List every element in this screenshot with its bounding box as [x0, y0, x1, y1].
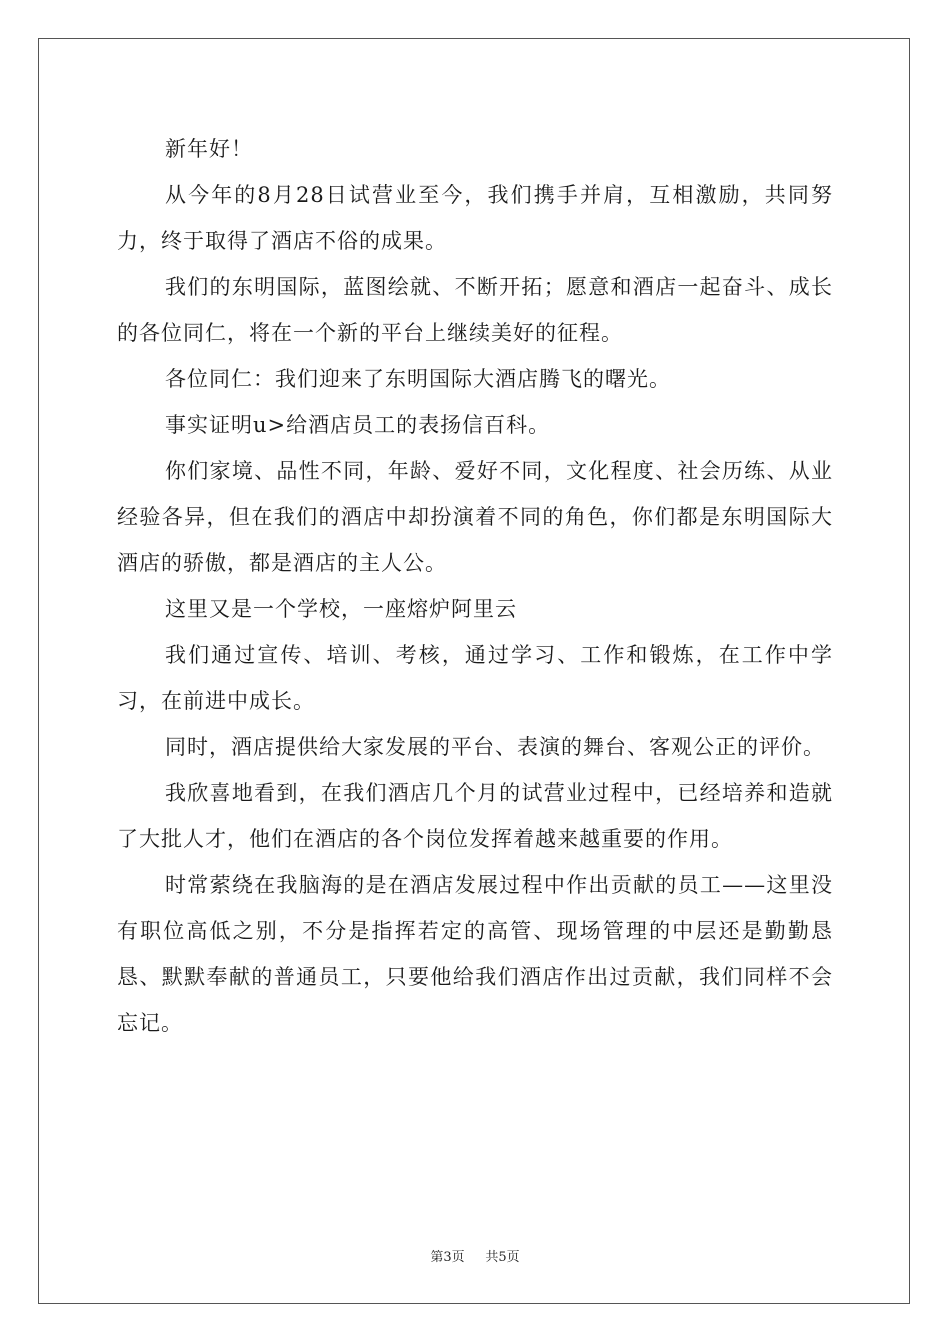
- paragraph: 这里又是一个学校，一座熔炉阿里云: [165, 597, 517, 621]
- paragraph: 时常萦绕在我脑海的是在酒店发展过程中作出贡献的员工——这里没有职位高低之别，不分是指挥若定的高管、现场管理的中层还是勤勤恳恳、默默奉献的普通员工，只要他给我们酒店作出过贡献，我们同样不会忘记。: [117, 873, 833, 1035]
- paragraph: 我们通过宣传、培训、考核，通过学习、工作和锻炼，在工作中学习，在前进中成长。: [117, 643, 833, 713]
- page-total: 共5页: [485, 1250, 520, 1265]
- document-body: [117, 126, 833, 1046]
- paragraph: 各位同仁：我们迎来了东明国际大酒店腾飞的曙光。: [165, 367, 671, 391]
- paragraph: 我们的东明国际，蓝图绘就、不断开拓；愿意和酒店一起奋斗、成长的各位同仁，将在一个新的平台上继续美好的征程。: [117, 275, 833, 345]
- paragraph: 我欣喜地看到，在我们酒店几个月的试营业过程中，已经培养和造就了大批人才，他们在酒店的各个岗位发挥着越来越重要的作用。: [117, 781, 833, 851]
- paragraph: 事实证明u>给酒店员工的表扬信百科。: [165, 413, 551, 437]
- paragraph: 新年好！: [165, 137, 253, 161]
- page-footer: [0, 1246, 950, 1265]
- page-number: 第3页: [430, 1250, 465, 1265]
- paragraph: 你们家境、品性不同，年龄、爱好不同，文化程度、社会历练、从业经验各异，但在我们的酒店中却扮演着不同的角色，你们都是东明国际大酒店的骄傲，都是酒店的主人公。: [117, 459, 833, 575]
- paragraph: 同时，酒店提供给大家发展的平台、表演的舞台、客观公正的评价。: [165, 735, 825, 759]
- paragraph: 从今年的8月28日试营业至今，我们携手并肩，互相激励，共同努力，终于取得了酒店不俗的成果。: [117, 183, 833, 253]
